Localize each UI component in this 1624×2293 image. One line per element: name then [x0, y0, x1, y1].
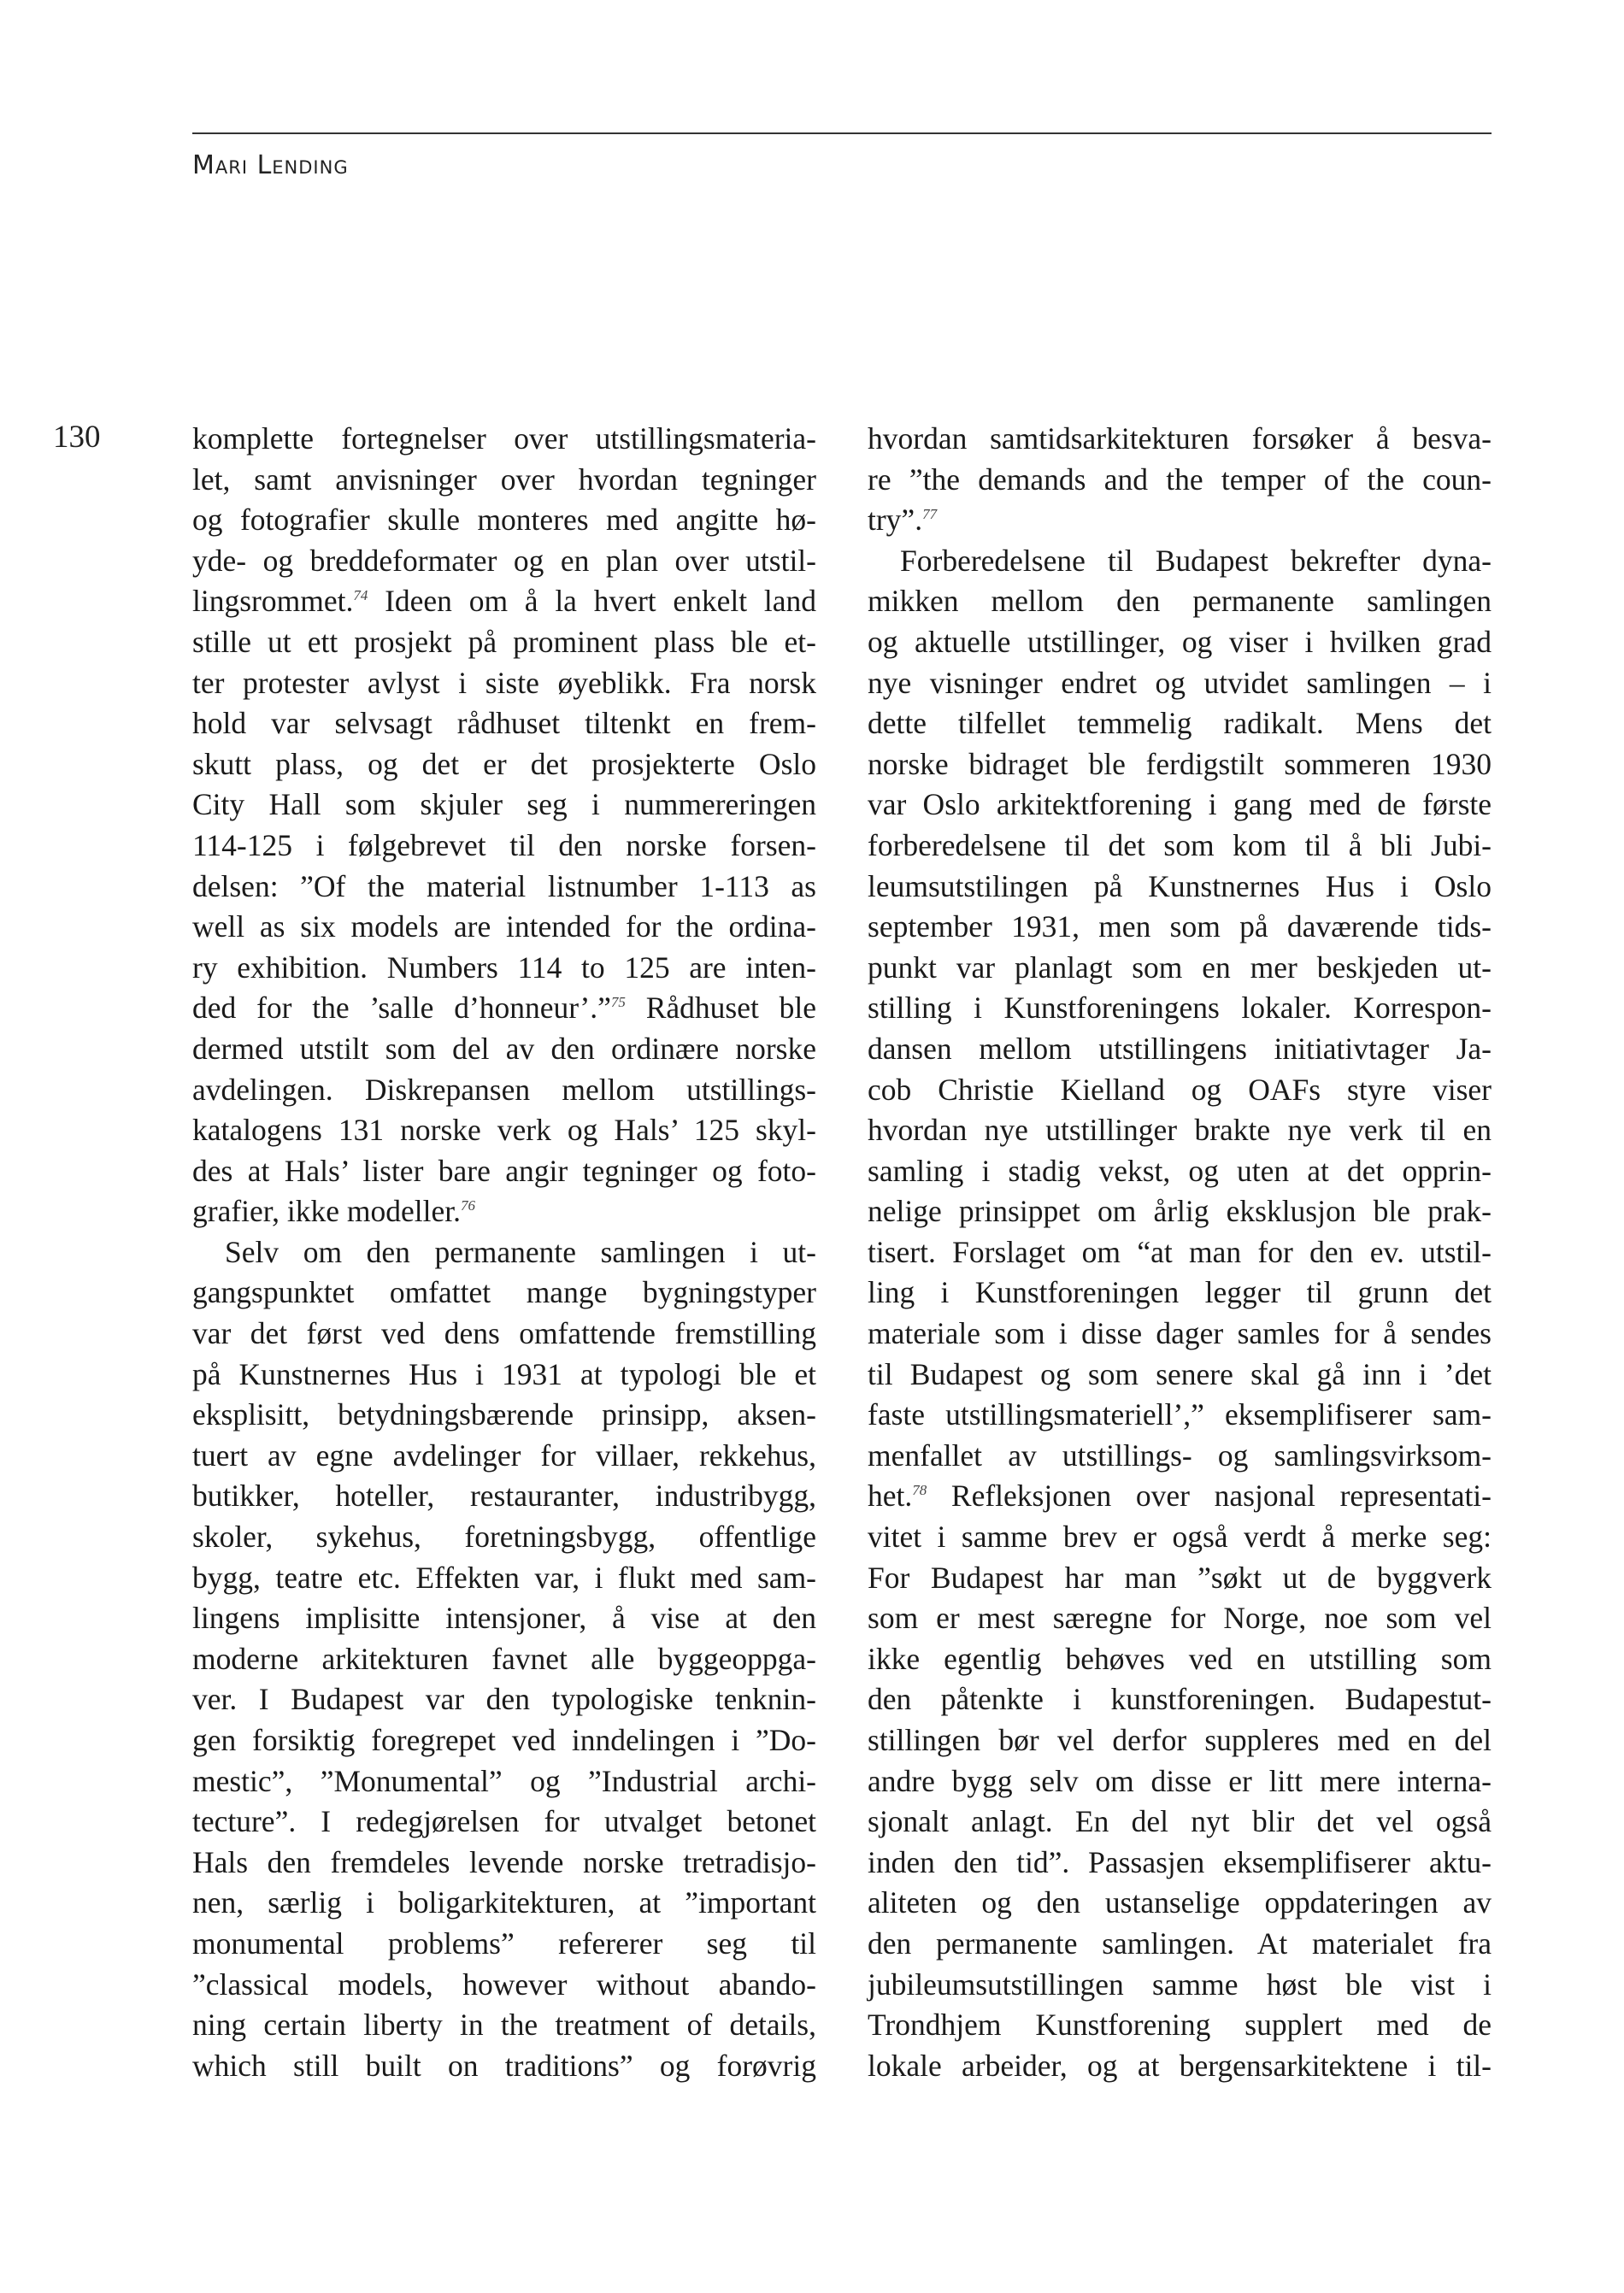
text-line: til Budapest og som senere skal gå inn i ’det [868, 1356, 1492, 1391]
footnote-ref: 75 [610, 994, 626, 1011]
text-line: vitet i samme brev er også verdt å merke seg: [868, 1520, 1492, 1555]
text-line: punkt var planlagt som en mer beskjeden ut- [868, 950, 1492, 985]
text-line: som er mest særegne for Norge, noe som vel [868, 1601, 1492, 1636]
text-line: grafier, ikke modeller.$^{76}$ [192, 1194, 476, 1229]
header-rule [192, 132, 1492, 134]
text-line: gen forsiktig foregrepet ved inndelingen i ”Do- [192, 1723, 816, 1757]
text-line: lingsrommet.$^{74}$ Ideen om å la hvert enkelt land [192, 584, 816, 619]
text-line: tuert av egne avdelinger for villaer, rekkehus, [192, 1438, 816, 1473]
text-line: aliteten og den ustanselige oppdateringen av [868, 1885, 1492, 1920]
text-line: hvordan nye utstillinger brakte nye verk til en [868, 1113, 1492, 1148]
text-line: Selv om den permanente samlingen i ut- [225, 1234, 816, 1269]
text-line: hvordan samtidsarkitekturen forsøker å besva- [868, 421, 1492, 456]
text-line: nelige prinsippet om årlig eksklusjon ble prak- [868, 1194, 1492, 1229]
text-line: cob Christie Kielland og OAFs styre viser [868, 1072, 1492, 1107]
text-line: Forberedelsene til Budapest bekrefter dyna- [900, 543, 1492, 578]
text-line: moderne arkitekturen favnet alle byggeoppga- [192, 1641, 816, 1676]
text-line: menfallet av utstillings- og samlingsvirksom- [868, 1438, 1492, 1473]
text-line: materiale som i disse dager samles for å sendes [868, 1316, 1492, 1351]
text-line: september 1931, men som på daværende tids- [868, 909, 1492, 944]
text-line: City Hall som skjuler seg i nummereringen [192, 787, 816, 822]
text-line: lokale arbeider, og at bergensarkitektene i til- [868, 2048, 1492, 2083]
text-line: og fotografier skulle monteres med angitte hø- [192, 503, 816, 538]
text-line: faste utstillingsmateriell’,” eksemplifiserer sam- [868, 1397, 1492, 1432]
text-line: var Oslo arkitektforening i gang med de første [868, 787, 1492, 822]
text-line: inden den tid”. Passasjen eksemplifiserer aktu- [868, 1844, 1492, 1879]
text-line: den permanente samlingen. At materialet fra [868, 1926, 1492, 1961]
text-line: gangspunktet omfattet mange bygningstyper [192, 1275, 816, 1310]
text-line: ry exhibition. Numbers 114 to 125 are inten- [192, 950, 816, 985]
text-line: ver. I Budapest var den typologiske tenknin- [192, 1682, 816, 1717]
text-line: Trondhjem Kunstforening supplert med de [868, 2008, 1492, 2043]
text-line: ikke egentlig behøves ved en utstilling som [868, 1641, 1492, 1676]
text-line: Hals den fremdeles levende norske tretradisjo- [192, 1844, 816, 1879]
text-line: avdelingen. Diskrepansen mellom utstillings- [192, 1072, 816, 1107]
text-line: stille ut ett prosjekt på prominent plass ble et- [192, 624, 816, 659]
text-line: nen, særlig i boligarkitekturen, at ”important [192, 1885, 816, 1920]
text-line: well as six models are intended for the ordina- [192, 909, 816, 944]
text-line: dermed utstilt som del av den ordinære norske [192, 1031, 816, 1066]
text-line: ter protester avlyst i siste øyeblikk. Fra norsk [192, 665, 816, 700]
text-line: hold var selvsagt rådhuset tiltenkt en frem- [192, 706, 816, 741]
text-line: leumsutstilingen på Kunstnernes Hus i Oslo [868, 868, 1492, 903]
running-head: Mari Lending [192, 150, 349, 180]
footnote-ref: 76 [461, 1197, 476, 1214]
text-line: nye visninger endret og utvidet samlingen – i [868, 665, 1492, 700]
text-line: stillingen bør vel derfor suppleres med en del [868, 1723, 1492, 1757]
text-line: delsen: ”Of the material listnumber 1-113 as [192, 868, 816, 903]
text-line: den påtenkte i kunstforeningen. Budapestut- [868, 1682, 1492, 1717]
text-line: let, samt anvisninger over hvordan tegninger [192, 462, 816, 497]
text-line: eksplisitt, betydningsbærende prinsipp, aksen- [192, 1397, 816, 1432]
text-line: mestic”, ”Monumental” og ”Industrial archi- [192, 1763, 816, 1798]
text-line: butikker, hoteller, restauranter, industribygg, [192, 1479, 816, 1514]
text-line: ning certain liberty in the treatment of details, [192, 2008, 816, 2043]
text-line: ded for the ’salle d’honneur’.”$^{75}$ Rådhuset ble [192, 991, 816, 1026]
page-number: 130 [53, 420, 101, 455]
text-line: dansen mellom utstillingens initiativtager Ja- [868, 1031, 1492, 1066]
text-line: komplette fortegnelser over utstillingsmateria- [192, 421, 816, 456]
text-line: yde- og breddeformater og en plan over utstil- [192, 543, 816, 578]
text-line: re ”the demands and the temper of the coun- [868, 462, 1492, 497]
left-column [192, 419, 816, 2086]
text-line: skutt plass, og det er det prosjekterte Oslo [192, 746, 816, 781]
text-line: het.$^{78}$ Refleksjonen over nasjonal representati- [868, 1479, 1492, 1514]
text-line: tecture”. I redegjørelsen for utvalget betonet [192, 1804, 816, 1839]
text-line: lingens implisitte intensjoner, å vise at den [192, 1601, 816, 1636]
text-line: try”.$^{77}$ [868, 503, 938, 538]
text-line: sjonalt anlagt. En del nyt blir det vel også [868, 1804, 1492, 1839]
text-line: forberedelsene til det som kom til å bli Jubi- [868, 827, 1492, 862]
text-line: samling i stadig vekst, og uten at det opprin- [868, 1153, 1492, 1188]
footnote-ref: 74 [353, 587, 368, 604]
text-line: på Kunstnernes Hus i 1931 at typologi ble et [192, 1356, 816, 1391]
text-line: skoler, sykehus, foretningsbygg, offentlige [192, 1520, 816, 1555]
text-line: var det først ved dens omfattende fremstilling [192, 1316, 816, 1351]
text-line: 114-125 i følgebrevet til den norske forsen- [192, 827, 816, 862]
text-line: bygg, teatre etc. Effekten var, i flukt med sam- [192, 1560, 816, 1595]
text-line: og aktuelle utstillinger, og viser i hvilken grad [868, 624, 1492, 659]
text-line: ”classical models, however without abando- [192, 1967, 816, 2002]
text-line: stilling i Kunstforeningens lokaler. Korrespon- [868, 991, 1492, 1026]
text-line: mikken mellom den permanente samlingen [868, 584, 1492, 619]
text-line: andre bygg selv om disse er litt mere interna- [868, 1763, 1492, 1798]
right-column [868, 419, 1492, 2086]
text-line: which still built on traditions” og forøvrig [192, 2048, 816, 2083]
footnote-ref: 77 [922, 506, 938, 523]
text-line: jubileumsutstillingen samme høst ble vist i [868, 1967, 1492, 2002]
text-line: ling i Kunstforeningen legger til grunn det [868, 1275, 1492, 1310]
text-line: tisert. Forslaget om “at man for den ev. utstil- [868, 1234, 1492, 1269]
text-line: dette tilfellet temmelig radikalt. Mens det [868, 706, 1492, 741]
footnote-ref: 78 [912, 1482, 927, 1499]
text-line: monumental problems” refererer seg til [192, 1926, 816, 1961]
text-line: des at Hals’ lister bare angir tegninger og foto- [192, 1153, 816, 1188]
text-line: katalogens 131 norske verk og Hals’ 125 skyl- [192, 1113, 816, 1148]
text-line: norske bidraget ble ferdigstilt sommeren 1930 [868, 746, 1492, 781]
text-line: For Budapest har man ”søkt ut de byggverk [868, 1560, 1492, 1595]
